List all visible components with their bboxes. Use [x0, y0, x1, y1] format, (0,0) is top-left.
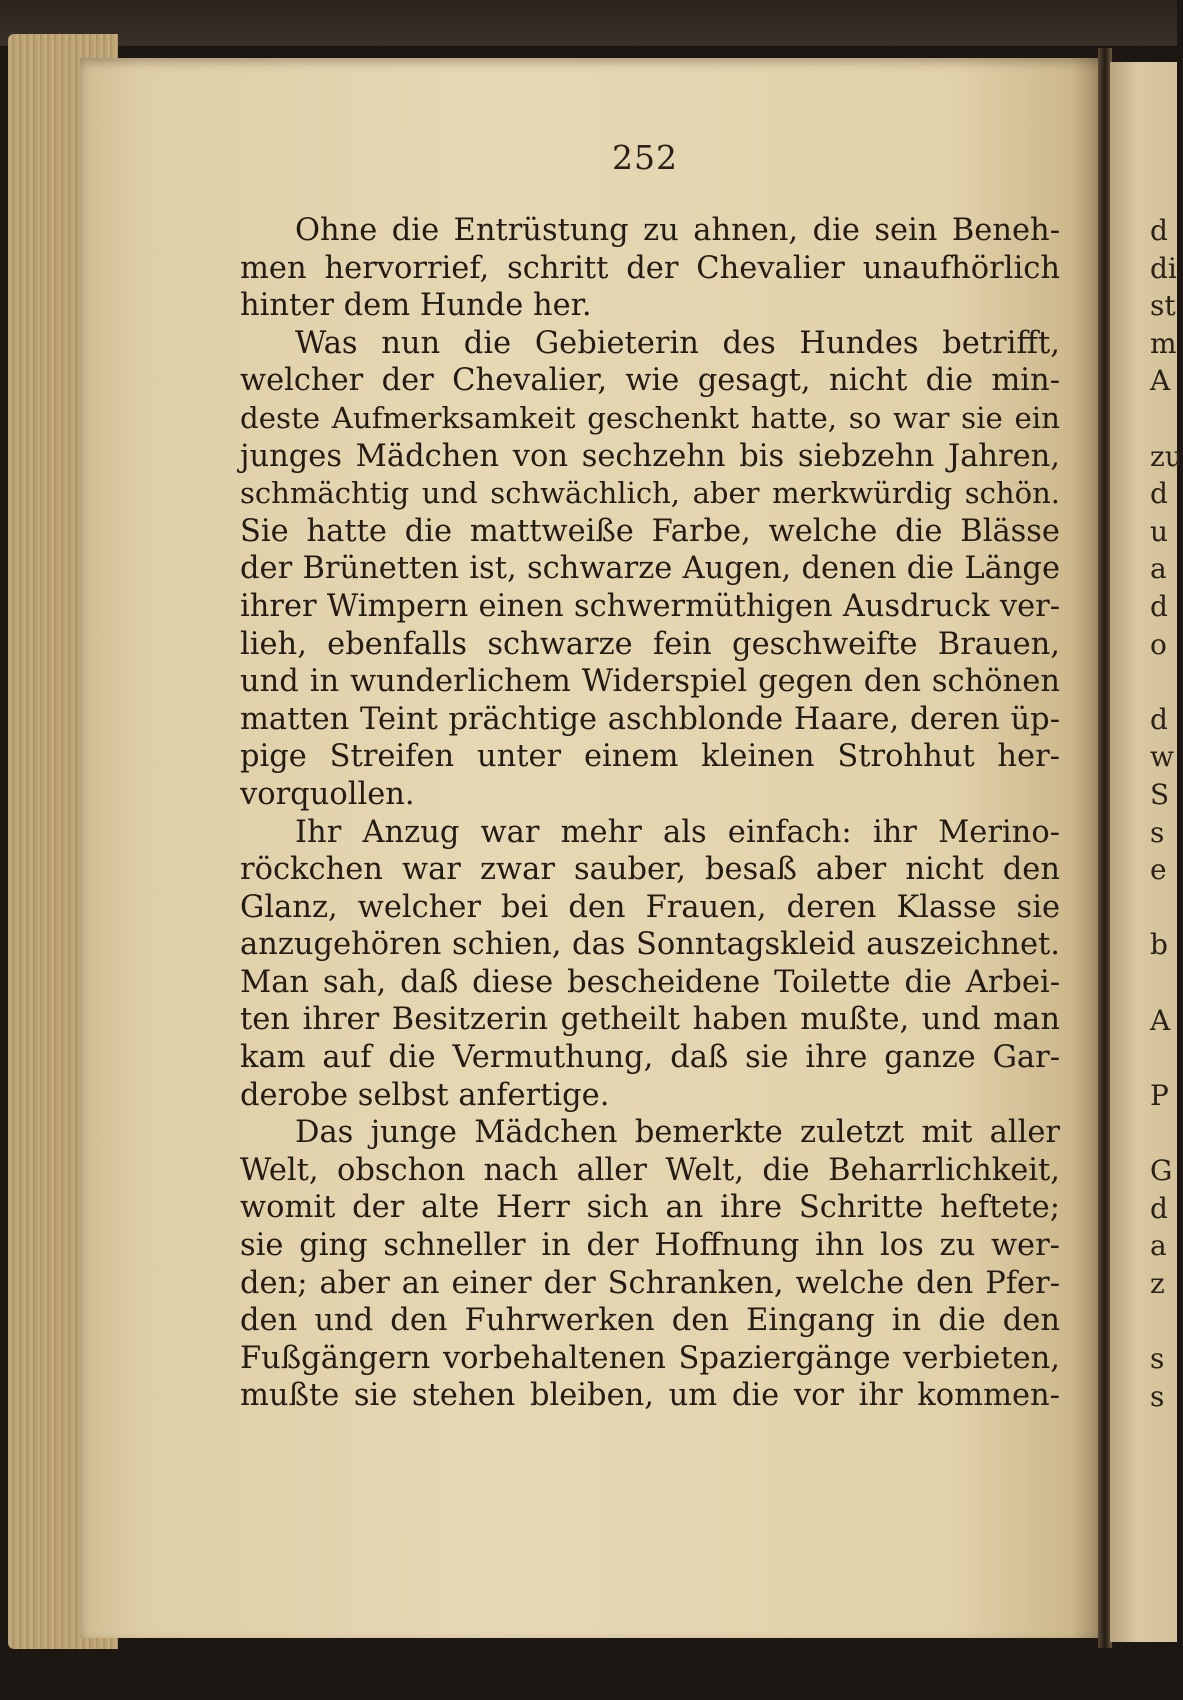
- text-line: Man sah, daß diese bescheidene Toilette die Arbei-: [240, 964, 1060, 1000]
- text-line: Welt, obschon nach aller Welt, die Beharrlichkeit,: [240, 1152, 1060, 1188]
- book-binding-top: [0, 0, 1177, 46]
- facing-page-fragment: w: [1150, 740, 1174, 774]
- text-line: Was nun die Gebieterin des Hundes betrifft,: [295, 325, 1060, 361]
- text-line: sie ging schneller in der Hoffnung ihn los zu wer-: [240, 1228, 1060, 1264]
- text-line: den; aber an einer der Schranken, welche den Pfer-: [240, 1265, 1060, 1301]
- facing-page-fragment: G: [1150, 1154, 1173, 1187]
- body-text: [240, 212, 1060, 1415]
- text-line: ten ihrer Besitzerin getheilt haben mußte, und man: [240, 1002, 1060, 1038]
- facing-page-fragment: s: [1150, 1342, 1165, 1375]
- text-line: Fußgängern vorbehaltenen Spaziergänge verbieten,: [240, 1340, 1060, 1376]
- facing-page-fragment: m: [1150, 326, 1177, 360]
- facing-page-fragment: d: [1150, 1191, 1168, 1225]
- facing-page-fragment: d: [1150, 590, 1168, 623]
- text-line: welcher der Chevalier, wie gesagt, nicht die min-: [240, 363, 1060, 399]
- facing-page-fragment: s: [1150, 1379, 1165, 1413]
- text-line: kam auf die Vermuthung, daß sie ihre ganze Gar-: [240, 1040, 1060, 1076]
- facing-page-fragment: A: [1150, 1003, 1171, 1037]
- text-line: lieh, ebenfalls schwarze fein geschweifte Brauen,: [240, 626, 1060, 662]
- facing-page-fragment: b: [1150, 928, 1168, 962]
- text-line: ihrer Wimpern einen schwermüthigen Ausdruck ver-: [240, 588, 1060, 624]
- text-line: anzugehören schien, das Sonntagskleid auszeichnet.: [240, 927, 1060, 963]
- facing-page-fragment: u: [1150, 514, 1169, 548]
- text-line: mußte sie stehen bleiben, um die vor ihr kommen-: [240, 1378, 1060, 1414]
- facing-page-fragment: zu: [1150, 439, 1183, 473]
- facing-page-fragment: e: [1150, 853, 1167, 887]
- page-number: 252: [612, 138, 678, 177]
- text-line: deste Aufmerksamkeit geschenkt hatte, so war sie ein: [240, 400, 1060, 435]
- text-line: matten Teint prächtige aschblonde Haare, deren üp-: [240, 701, 1060, 737]
- facing-page-fragment: a: [1150, 552, 1167, 586]
- text-line: womit der alte Herr sich an ihre Schritte heftete;: [240, 1190, 1060, 1226]
- facing-page-fragment: di: [1150, 251, 1177, 285]
- text-line: schmächtig und schwächlich, aber merkwürdig schön.: [240, 476, 1060, 511]
- text-line: hinter dem Hunde her.: [240, 288, 592, 324]
- facing-page-fragment: P: [1150, 1078, 1169, 1112]
- text-line: röckchen war zwar sauber, besaß aber nicht den: [240, 852, 1060, 888]
- facing-page-fragment: S: [1150, 778, 1170, 811]
- text-line: men hervorrief, schritt der Chevalier unaufhörlich: [240, 250, 1060, 286]
- facing-page-fragment: z: [1150, 1266, 1165, 1300]
- text-line: den und den Fuhrwerken den Eingang in die den: [240, 1303, 1060, 1339]
- facing-page-fragment: d: [1150, 477, 1168, 511]
- facing-page-fragment: s: [1150, 815, 1165, 849]
- text-line: junges Mädchen von sechzehn bis siebzehn Jahren,: [240, 438, 1060, 474]
- facing-page-fragment: d: [1150, 214, 1168, 247]
- text-line: Das junge Mädchen bemerkte zuletzt mit aller: [295, 1115, 1060, 1151]
- facing-page-fragment: a: [1150, 1229, 1167, 1263]
- text-line: pige Streifen unter einem kleinen Strohhut her-: [240, 739, 1060, 775]
- text-line: derobe selbst anfertige.: [240, 1077, 610, 1113]
- text-line: der Brünetten ist, schwarze Augen, denen die Länge: [240, 551, 1060, 587]
- facing-page-fragment: d: [1150, 702, 1168, 736]
- text-line: vorquollen.: [240, 776, 415, 812]
- facing-page-fragment: A: [1150, 364, 1171, 398]
- facing-page-fragment: st: [1150, 289, 1176, 323]
- text-line: Glanz, welcher bei den Frauen, deren Klasse sie: [240, 889, 1060, 925]
- text-line: Ohne die Entrüstung zu ahnen, die sein Beneh-: [295, 213, 1060, 248]
- facing-page-fragment: o: [1150, 627, 1167, 661]
- text-line: Sie hatte die mattweiße Farbe, welche die Blässe: [240, 513, 1060, 549]
- text-line: Ihr Anzug war mehr als einfach: ihr Merino-: [295, 814, 1060, 850]
- text-line: und in wunderlichem Widerspiel gegen den schönen: [240, 664, 1060, 700]
